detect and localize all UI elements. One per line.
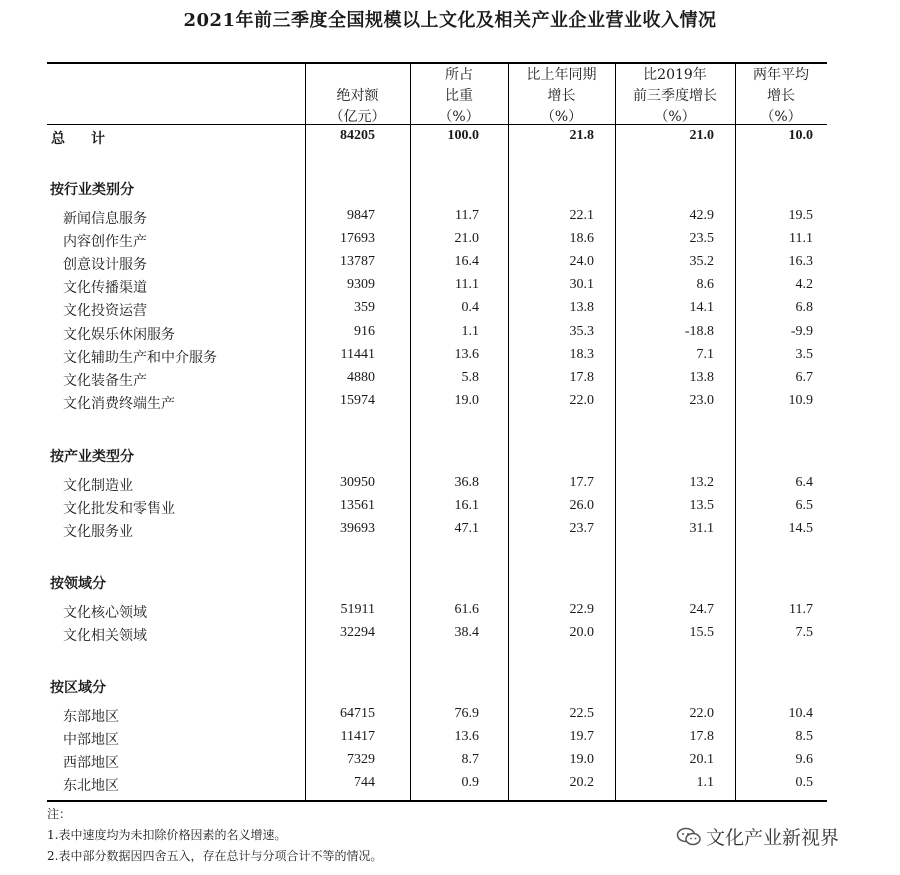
wechat-icon [676, 827, 702, 847]
row-value: 20.0 [569, 625, 594, 641]
row-value: 39693 [340, 521, 375, 537]
row-value: 744 [354, 775, 375, 791]
row-value: 16.3 [788, 254, 813, 270]
row-label: 文化批发和零售业 [63, 501, 175, 518]
row-value: 84205 [340, 128, 375, 143]
watermark-text: 文化产业新视界 [706, 827, 840, 849]
notes-heading: 注： [47, 807, 72, 821]
row-value: 17.8 [689, 729, 714, 745]
column-header [305, 65, 410, 128]
row-value: 32294 [340, 625, 375, 641]
row-value: 13.8 [569, 300, 594, 316]
row-value: 23.5 [689, 231, 714, 247]
column-divider [735, 62, 736, 802]
column-header [735, 65, 827, 128]
row-value: 0.9 [461, 775, 479, 791]
column-header-line: （%） [654, 109, 696, 125]
row-value: 16.1 [454, 498, 479, 514]
row-value: 15.5 [689, 625, 714, 641]
column-header-line: 两年平均 [753, 67, 809, 83]
table-row [47, 298, 827, 320]
row-value: 3.5 [795, 346, 813, 362]
row-value: 22.0 [569, 392, 594, 408]
table-row [47, 252, 827, 274]
row-value: 76.9 [454, 706, 479, 721]
section-heading: 按产业类型分 [50, 449, 134, 465]
row-value: 42.9 [689, 208, 714, 223]
row-value: 24.0 [569, 254, 594, 270]
row-value: 916 [354, 323, 375, 339]
row-value: 15974 [340, 392, 375, 408]
row-label: 文化传播渠道 [63, 280, 147, 297]
row-value: 100.0 [447, 128, 479, 143]
row-value: 24.7 [689, 602, 714, 617]
row-label: 总 计 [51, 131, 111, 147]
row-value: 11.7 [789, 602, 813, 617]
row-value: 14.1 [689, 300, 714, 316]
section-heading: 按行业类别分 [50, 182, 134, 198]
row-value: 7329 [347, 752, 375, 768]
row-value: 0.5 [795, 775, 813, 791]
table-row [47, 345, 827, 367]
row-value: 16.4 [454, 254, 479, 270]
row-value: 11.1 [455, 277, 479, 293]
note-item: 2.表中部分数据因四舍五入，存在总计与分项合计不等的情况。 [47, 849, 383, 863]
table-row [47, 623, 827, 645]
row-label: 内容创作生产 [63, 234, 147, 251]
row-value: 51911 [340, 602, 375, 617]
table-rule [47, 800, 827, 802]
row-value: 22.9 [569, 602, 594, 617]
row-label: 东北地区 [63, 778, 119, 795]
row-label: 文化投资运营 [63, 303, 147, 320]
section-heading: 按领域分 [50, 576, 106, 592]
row-value: 22.0 [689, 706, 714, 721]
row-value: 38.4 [454, 625, 479, 641]
column-header [410, 65, 508, 128]
row-value: 8.5 [795, 729, 813, 745]
row-value: 21.8 [569, 128, 594, 143]
column-header [508, 65, 615, 128]
column-header-line: 比2019年 [643, 67, 707, 83]
row-label: 中部地区 [63, 732, 119, 749]
row-value: 8.7 [461, 752, 479, 768]
row-label: 创意设计服务 [63, 257, 147, 274]
row-value: 0.4 [461, 300, 479, 316]
row-value: 10.4 [788, 706, 813, 721]
row-value: 6.5 [795, 498, 813, 514]
row-value: 10.0 [788, 128, 813, 143]
row-value: 64715 [340, 706, 375, 721]
row-value: 23.7 [569, 521, 594, 537]
row-value: 19.7 [569, 729, 594, 745]
column-header-line: （%） [438, 109, 480, 125]
table-row [47, 473, 827, 495]
row-value: 35.3 [569, 323, 594, 339]
row-value: 22.1 [569, 208, 594, 223]
row-value: 13.2 [689, 475, 714, 490]
row-label: 文化核心领域 [63, 605, 147, 621]
column-header-line [305, 65, 410, 86]
row-value: 17693 [340, 231, 375, 247]
table-row [47, 391, 827, 413]
row-label: 文化消费终端生产 [63, 395, 175, 412]
row-value: 13.6 [454, 729, 479, 745]
row-value: 14.5 [788, 521, 813, 537]
column-divider [615, 62, 616, 802]
table-row [47, 229, 827, 251]
column-divider [508, 62, 509, 802]
column-header-line: 增长 [767, 88, 795, 104]
row-value: 6.7 [795, 369, 813, 385]
row-value: 19.5 [788, 208, 813, 223]
note-item: 1.表中速度均为未扣除价格因素的名义增速。 [47, 828, 287, 842]
table-row [47, 704, 827, 726]
row-label: 新闻信息服务 [63, 211, 147, 227]
row-value: 9309 [347, 277, 375, 293]
table-row [47, 275, 827, 297]
row-value: 1.1 [461, 323, 479, 339]
row-value: 11417 [340, 729, 375, 745]
row-value: 6.4 [795, 475, 813, 490]
row-value: 31.1 [689, 521, 714, 537]
row-value: 30.1 [569, 277, 594, 293]
column-header-line: 绝对额 [336, 88, 379, 104]
row-label: 文化装备生产 [63, 372, 147, 389]
table-row [47, 519, 827, 541]
row-label: 文化服务业 [63, 524, 133, 541]
row-value: 13561 [340, 498, 375, 514]
row-value: 23.0 [689, 392, 714, 408]
column-header-line: （%） [540, 109, 583, 125]
row-value: 359 [354, 300, 375, 316]
row-value: 35.2 [689, 254, 714, 270]
row-value: -9.9 [790, 323, 813, 339]
row-value: 10.9 [788, 392, 813, 408]
row-label: 文化娱乐休闲服务 [63, 326, 175, 343]
total-row [47, 126, 827, 148]
row-value: 13.6 [454, 346, 479, 362]
table-row [47, 368, 827, 390]
row-value: 61.6 [454, 602, 479, 617]
column-header-line: （%） [760, 109, 802, 125]
row-value: 20.1 [689, 752, 714, 768]
column-header-line: 比上年同期 [526, 67, 597, 83]
table-row [47, 773, 827, 795]
row-value: 36.8 [454, 475, 479, 490]
row-value: 17.8 [569, 369, 594, 385]
row-value: 1.1 [696, 775, 714, 791]
table-notes [47, 804, 382, 867]
row-value: 8.6 [696, 277, 714, 293]
table-row [47, 600, 827, 622]
column-header-line: （亿元） [329, 109, 386, 125]
row-value: 13.5 [689, 498, 714, 514]
table-row [47, 206, 827, 228]
row-value: 47.1 [454, 521, 479, 537]
row-value: 5.8 [461, 369, 479, 385]
row-value: 4880 [347, 369, 375, 385]
table-row [47, 727, 827, 749]
row-value: 11.7 [455, 208, 479, 223]
column-header-line: 比重 [445, 88, 473, 104]
row-value: 13787 [340, 254, 375, 270]
row-value: 21.0 [689, 128, 714, 143]
row-value: 26.0 [569, 498, 594, 514]
watermark [676, 823, 839, 850]
row-value: 9.6 [795, 752, 813, 768]
column-header-line: 前三季度增长 [633, 88, 717, 104]
row-value: 19.0 [569, 752, 594, 768]
table-rule [47, 62, 827, 64]
table-row [47, 322, 827, 344]
row-value: 9847 [347, 208, 375, 223]
row-label: 文化相关领域 [63, 628, 147, 645]
column-divider [305, 62, 306, 802]
row-label: 文化制造业 [63, 478, 133, 494]
row-label: 东部地区 [63, 709, 119, 725]
table-title: 2021年前三季度全国规模以上文化及相关产业企业营业收入情况 [183, 10, 717, 31]
row-value: 7.1 [696, 346, 714, 362]
row-value: 6.8 [795, 300, 813, 316]
row-value: 11441 [340, 346, 375, 362]
row-value: 22.5 [569, 706, 594, 721]
data-table [47, 62, 827, 802]
row-value: 20.2 [569, 775, 594, 791]
section-heading: 按区域分 [50, 680, 106, 696]
row-value: 11.1 [789, 231, 813, 247]
row-value: 17.7 [569, 475, 594, 490]
row-label: 文化辅助生产和中介服务 [63, 349, 217, 366]
table-row [47, 496, 827, 518]
row-value: -18.8 [684, 323, 714, 339]
row-value: 19.0 [454, 392, 479, 408]
row-value: 4.2 [795, 277, 813, 293]
row-value: 18.3 [569, 346, 594, 362]
row-value: 7.5 [795, 625, 813, 641]
table-row [47, 750, 827, 772]
row-value: 18.6 [569, 231, 594, 247]
row-label: 西部地区 [63, 755, 119, 772]
column-header-line: 所占 [445, 67, 473, 83]
column-divider [410, 62, 411, 802]
row-value: 30950 [340, 475, 375, 490]
column-header-line: 增长 [547, 88, 576, 104]
column-header [615, 65, 735, 128]
row-value: 21.0 [454, 231, 479, 247]
row-value: 13.8 [689, 369, 714, 385]
